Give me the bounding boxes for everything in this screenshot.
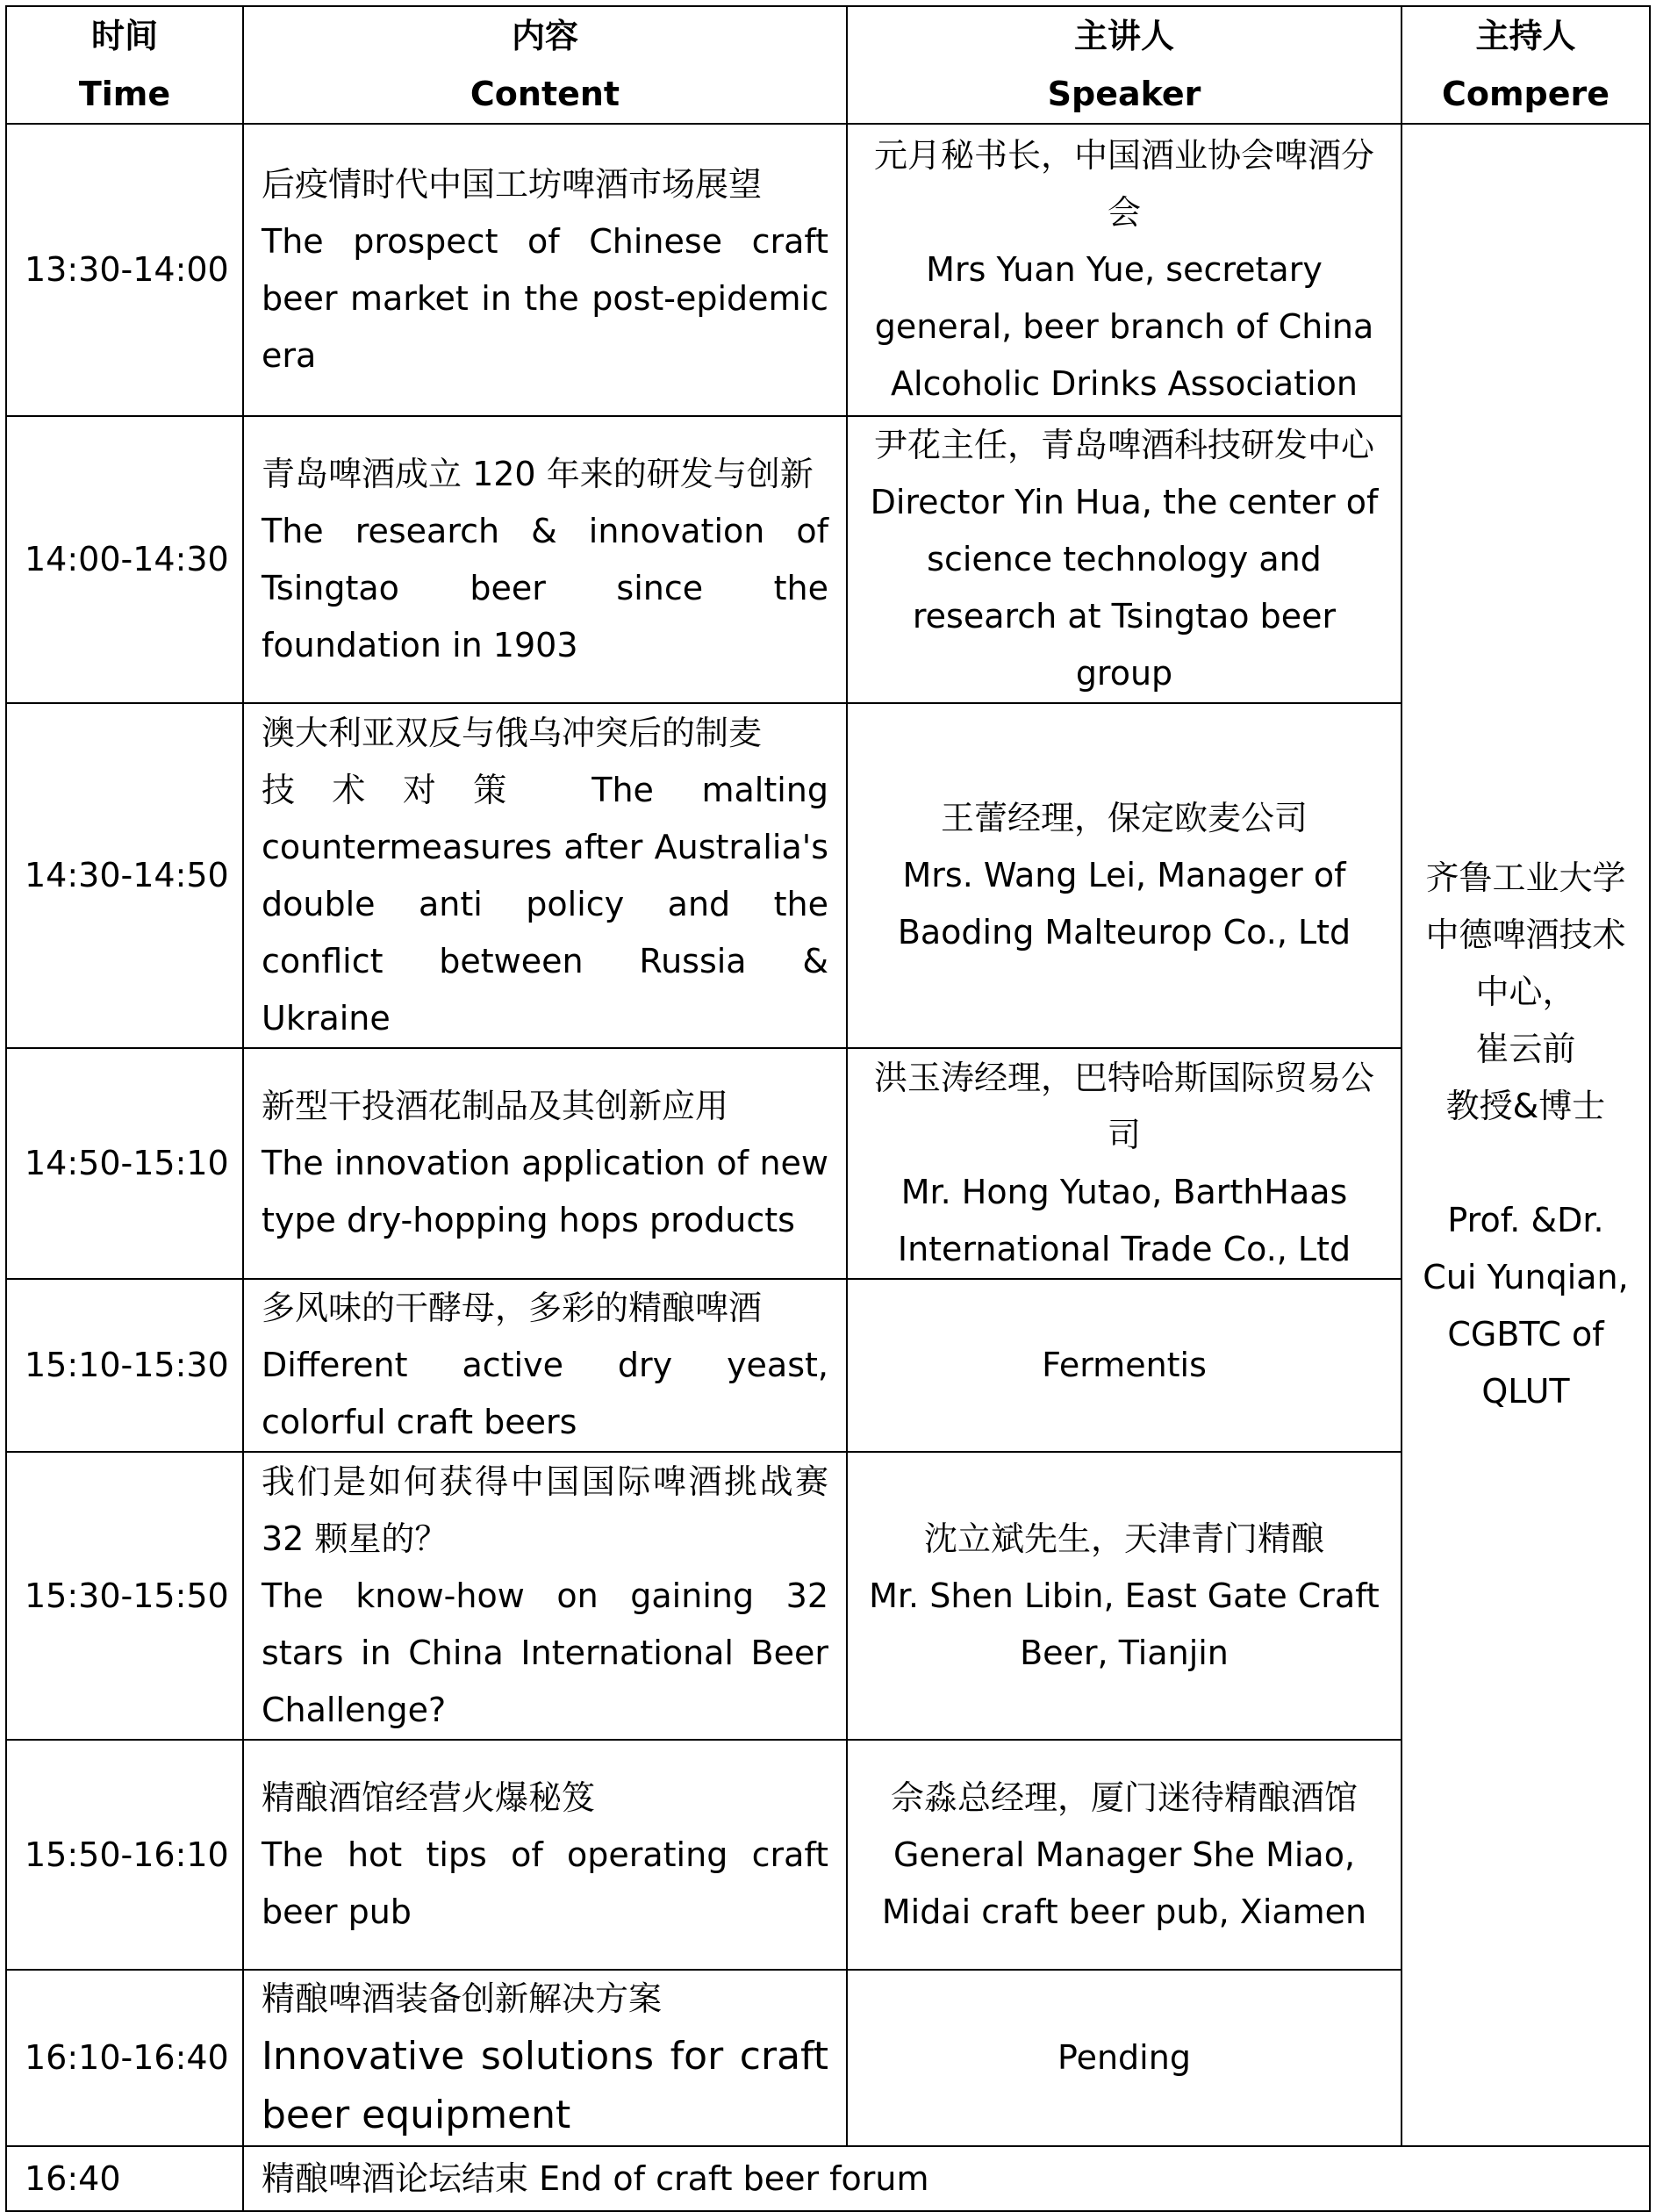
content-en: The research & innovation of Tsingtao beer since the foundation in 1903 xyxy=(262,511,828,664)
content-cn: 精酿酒馆经营火爆秘笈 xyxy=(262,1778,596,1817)
speaker-cn: 洪玉涛经理，巴特哈斯国际贸易公司 xyxy=(873,1058,1374,1154)
speaker-en: Fermentis xyxy=(1042,1346,1207,1384)
session-time: 14:30-14:50 xyxy=(6,703,243,1048)
content-en: The know-how on gaining 32 stars in China International Beer Challenge? xyxy=(262,1576,828,1729)
session-speaker xyxy=(847,1740,1402,1970)
speaker-cn: 佘淼总经理，厦门迷待精酿酒馆 xyxy=(890,1778,1358,1817)
session-time: 15:10-15:30 xyxy=(6,1279,243,1452)
speaker-en: Mrs Yuan Yue, secretary general, beer branch of China Alcoholic Drinks Association xyxy=(874,250,1374,403)
speaker-en: Pending xyxy=(1057,2038,1191,2077)
header-content: 内容 Content xyxy=(243,6,847,124)
header-time: 时间 Time xyxy=(6,6,243,124)
session-content xyxy=(243,124,847,416)
session-speaker xyxy=(847,1279,1402,1452)
content-en: Different active dry yeast, colorful craft beers xyxy=(262,1346,828,1441)
speaker-cn: 沈立斌先生，天津青门精酿 xyxy=(923,1519,1324,1558)
session-content xyxy=(243,1048,847,1279)
header-row xyxy=(6,6,1650,124)
compere-en: Prof. &Dr. Cui Yunqian, CGBTC of QLUT xyxy=(1423,1201,1629,1411)
content-cn: 精酿啤酒装备创新解决方案 xyxy=(262,1979,663,2018)
content-en: Innovative solutions for craft beer equipment xyxy=(262,2034,828,2137)
speaker-en: Mr. Hong Yutao, BarthHaas International Trade Co., Ltd xyxy=(897,1172,1351,1268)
session-time: 16:10-16:40 xyxy=(6,1970,243,2146)
header-speaker: 主讲人 Speaker xyxy=(847,6,1402,124)
session-time: 14:50-15:10 xyxy=(6,1048,243,1279)
content-en: The prospect of Chinese craft beer market in the post-epidemic era xyxy=(262,221,828,375)
content-en: The malting countermeasures after Australia's double anti policy and the conflict between Russia & Ukraine xyxy=(262,770,828,1038)
session-speaker xyxy=(847,1048,1402,1279)
session-speaker xyxy=(847,416,1402,703)
session-content xyxy=(243,1970,847,2146)
speaker-en: Director Yin Hua, the center of science technology and research at Tsingtao beer group xyxy=(870,483,1379,693)
content-en: The hot tips of operating craft beer pub xyxy=(262,1835,828,1931)
session-time: 15:50-16:10 xyxy=(6,1740,243,1970)
compere-cn-org: 齐鲁工业大学中德啤酒技术中心， xyxy=(1425,858,1626,1011)
content-cn: 多风味的干酵母，多彩的精酿啤酒 xyxy=(262,1289,763,1327)
session-content xyxy=(243,1452,847,1740)
speaker-en: Mr. Shen Libin, East Gate Craft Beer, Tianjin xyxy=(869,1576,1380,1672)
compere-cell xyxy=(1402,124,1650,2146)
session-speaker xyxy=(847,1452,1402,1740)
session-speaker xyxy=(847,703,1402,1048)
speaker-cn: 元月秘书长，中国酒业协会啤酒分会 xyxy=(873,136,1374,232)
closing-time: 16:40 xyxy=(6,2146,243,2211)
content-cn-2: 技术对策 xyxy=(262,770,544,809)
content-en: The innovation application of new type dry-hopping hops products xyxy=(262,1144,828,1239)
speaker-en: Mrs. Wang Lei, Manager of Baoding Malteurop Co., Ltd xyxy=(897,856,1351,952)
session-time: 15:30-15:50 xyxy=(6,1452,243,1740)
session-content xyxy=(243,416,847,703)
content-cn: 我们是如何获得中国国际啤酒挑战赛 32 颗星的？ xyxy=(262,1462,828,1558)
session-time: 13:30-14:00 xyxy=(6,124,243,416)
session-content xyxy=(243,1279,847,1452)
session-content xyxy=(243,703,847,1048)
content-cn: 青岛啤酒成立 120 年来的研发与创新 xyxy=(262,454,814,493)
closing-content: 精酿啤酒论坛结束 End of craft beer forum xyxy=(243,2146,1650,2211)
closing-row xyxy=(6,2146,1650,2211)
content-cn: 澳大利亚双反与俄乌冲突后的制麦 xyxy=(262,713,763,752)
table-row xyxy=(6,124,1650,416)
content-cn: 后疫情时代中国工坊啤酒市场展望 xyxy=(262,164,763,204)
speaker-cn: 王蕾经理，保定欧麦公司 xyxy=(940,799,1308,837)
speaker-en: General Manager She Miao, Midai craft beer pub, Xiamen xyxy=(881,1835,1367,1931)
session-speaker xyxy=(847,1970,1402,2146)
header-compere: 主持人 Compere xyxy=(1402,6,1650,124)
session-content xyxy=(243,1740,847,1970)
content-cn: 新型干投酒花制品及其创新应用 xyxy=(262,1087,729,1125)
session-speaker xyxy=(847,124,1402,416)
compere-cn-name: 崔云前 xyxy=(1475,1030,1576,1068)
session-time: 14:00-14:30 xyxy=(6,416,243,703)
compere-cn-title: 教授&博士 xyxy=(1445,1087,1606,1125)
speaker-cn: 尹花主任，青岛啤酒科技研发中心 xyxy=(873,426,1374,464)
agenda-table xyxy=(5,5,1651,2212)
